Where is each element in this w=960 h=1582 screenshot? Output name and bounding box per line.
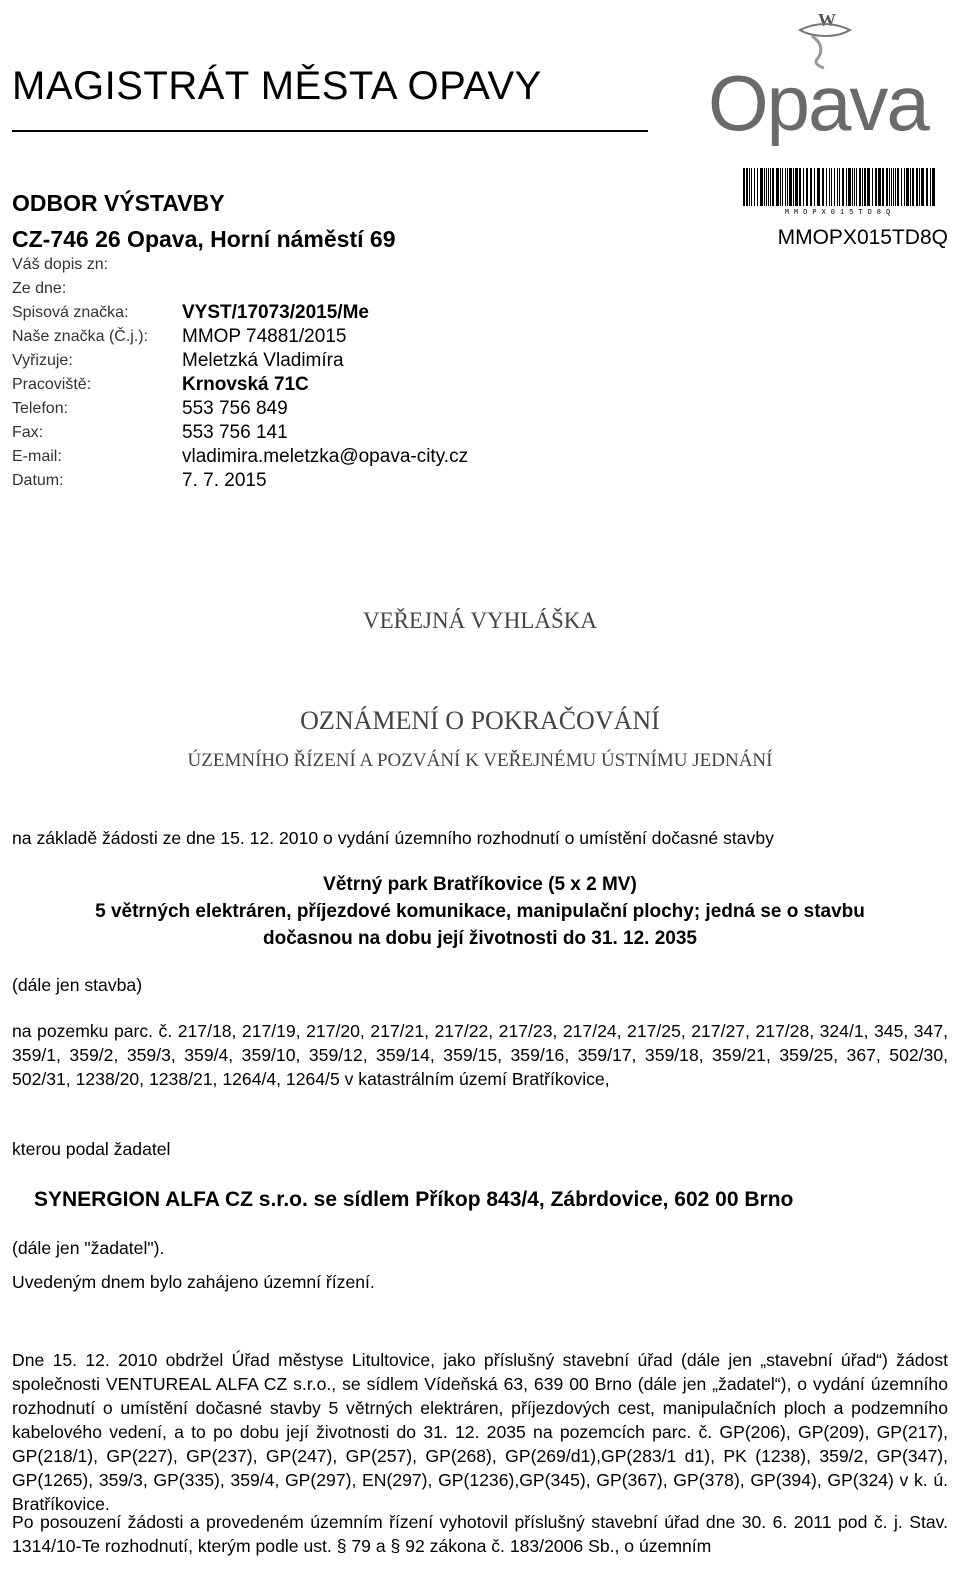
project-description: 5 větrných elektráren, příjezdové komunikace, manipulační plochy; jedná se o stavbu: [95, 901, 865, 922]
our-ref-label: Naše značka (Č.j.):: [12, 328, 149, 345]
file-mark: VYST/17073/2015/Me: [182, 302, 369, 323]
project-title: Větrný park Bratříkovice (5 x 2 MV): [323, 874, 637, 895]
project-duration: dočasnou na dobu její životnosti do 31. 12. 2035: [263, 928, 697, 949]
barcode-caption: MMOPX015TD8Q: [784, 209, 896, 216]
barcode: [742, 168, 938, 216]
from-date-label: Ze dne:: [12, 280, 67, 297]
document-code: MMOPX015TD8Q: [777, 226, 948, 249]
history-paragraph: Dne 15. 12. 2010 obdržel Úřad městyse Litultovice, jako příslušný stavební úřad (dále jen „stavební úřad“) žádost společnosti VENTUREAL ALFA CZ s.r.o., se sídlem Vídeňská 63, 639 00 Brno (dále jen „žadatel“), o vydání územního rozhodnutí o umístění dočasné stavby 5 větrných elektráren, příjezdových cest, manipulačních ploch a podzemního kabelového vedení, a to po dobu její životnosti do 31. 12. 2035 na pozemcích parc. č. GP(206), GP(209), GP(217), GP(218/1), GP(227), GP(237), GP(247), GP(257), GP(268), GP(269/d1),GP(283/1 d1), PK (1238), 359/2, GP(347), GP(1265), 359/3, GP(335), 359/4, GP(297), EN(297), GP(1236),GP(345), GP(367), GP(378), GP(394), GP(324) v k. ú. Bratříkovice.: [12, 1350, 948, 1514]
phone-label: Telefon:: [12, 400, 69, 417]
applicant-name: SYNERGION ALFA CZ s.r.o. se sídlem Příkop 843/4, Zábrdovice, 602 00 Brno: [34, 1188, 794, 1211]
hereinafter-applicant: (dále jen "žadatel").: [12, 1238, 165, 1258]
workplace: Krnovská 71C: [182, 374, 309, 395]
department-name: ODBOR VÝSTAVBY: [12, 190, 225, 216]
public-notice-heading: VEŘEJNÁ VYHLÁŠKA: [362, 608, 598, 633]
date-label: Datum:: [12, 472, 64, 489]
opava-logo: [700, 6, 950, 156]
header-rule: [12, 130, 648, 132]
email-label: E-mail:: [12, 448, 62, 465]
phone: 553 756 849: [182, 398, 288, 419]
fax: 553 756 141: [182, 422, 288, 443]
organization-name: MAGISTRÁT MĚSTA OPAVY: [12, 64, 542, 108]
request-paragraph: na základě žádosti ze dne 15. 12. 2010 o vydání územního rozhodnutí o umístění dočasné stavby: [12, 828, 774, 848]
notice-heading: OZNÁMENÍ O POKRAČOVÁNÍ: [300, 706, 660, 735]
handled-by-label: Vyřizuje:: [12, 352, 73, 369]
hereinafter-building: (dále jen stavba): [12, 975, 143, 995]
handled-by: Meletzká Vladimíra: [182, 350, 344, 371]
email: vladimira.meletzka@opava-city.cz: [182, 446, 469, 467]
our-ref: MMOP 74881/2015: [182, 326, 347, 347]
workplace-label: Pracoviště:: [12, 376, 92, 393]
parcels-paragraph: na pozemku parc. č. 217/18, 217/19, 217/20, 217/21, 217/22, 217/23, 217/24, 217/25, 217/27, 217/28, 324/1, 345, 347, 359/1, 359/2, 359/3, 359/4, 359/10, 359/12, 359/14, 359/15, 359/16, 359/17, 359/18, 359/21, 359/25, 367, 502/30, 502/31, 1238/20, 1238/21, 1264/4, 1264/5 v katastrálním území Bratříkovice,: [12, 1021, 948, 1089]
logo-crest-letter: W: [818, 10, 836, 30]
fax-label: Fax:: [12, 424, 44, 441]
notice-subtitle: ÚZEMNÍHO ŘÍZENÍ A POZVÁNÍ K VEŘEJNÉMU ÚSTNÍMU JEDNÁNÍ: [187, 750, 773, 771]
your-letter-label: Váš dopis zn:: [12, 256, 109, 273]
proceedings-commenced: Uvedeným dnem bylo zahájeno územní řízení.: [12, 1272, 375, 1292]
file-mark-label: Spisová značka:: [12, 304, 129, 321]
filed-by-text: kterou podal žadatel: [12, 1139, 171, 1159]
assessment-paragraph: Po posouzení žádosti a provedeném územním řízení vyhotovil příslušný stavební úřad dne 30. 6. 2011 pod č. j. Stav. 1314/10-Te rozhodnutí, kterým podle ust. § 79 a § 92 zákona č. 183/2006 Sb., o územním: [12, 1512, 948, 1556]
logo-wordmark: Opava: [708, 59, 928, 147]
date: 7. 7. 2015: [182, 470, 267, 491]
department-address: CZ-746 26 Opava, Horní náměstí 69: [12, 226, 396, 252]
